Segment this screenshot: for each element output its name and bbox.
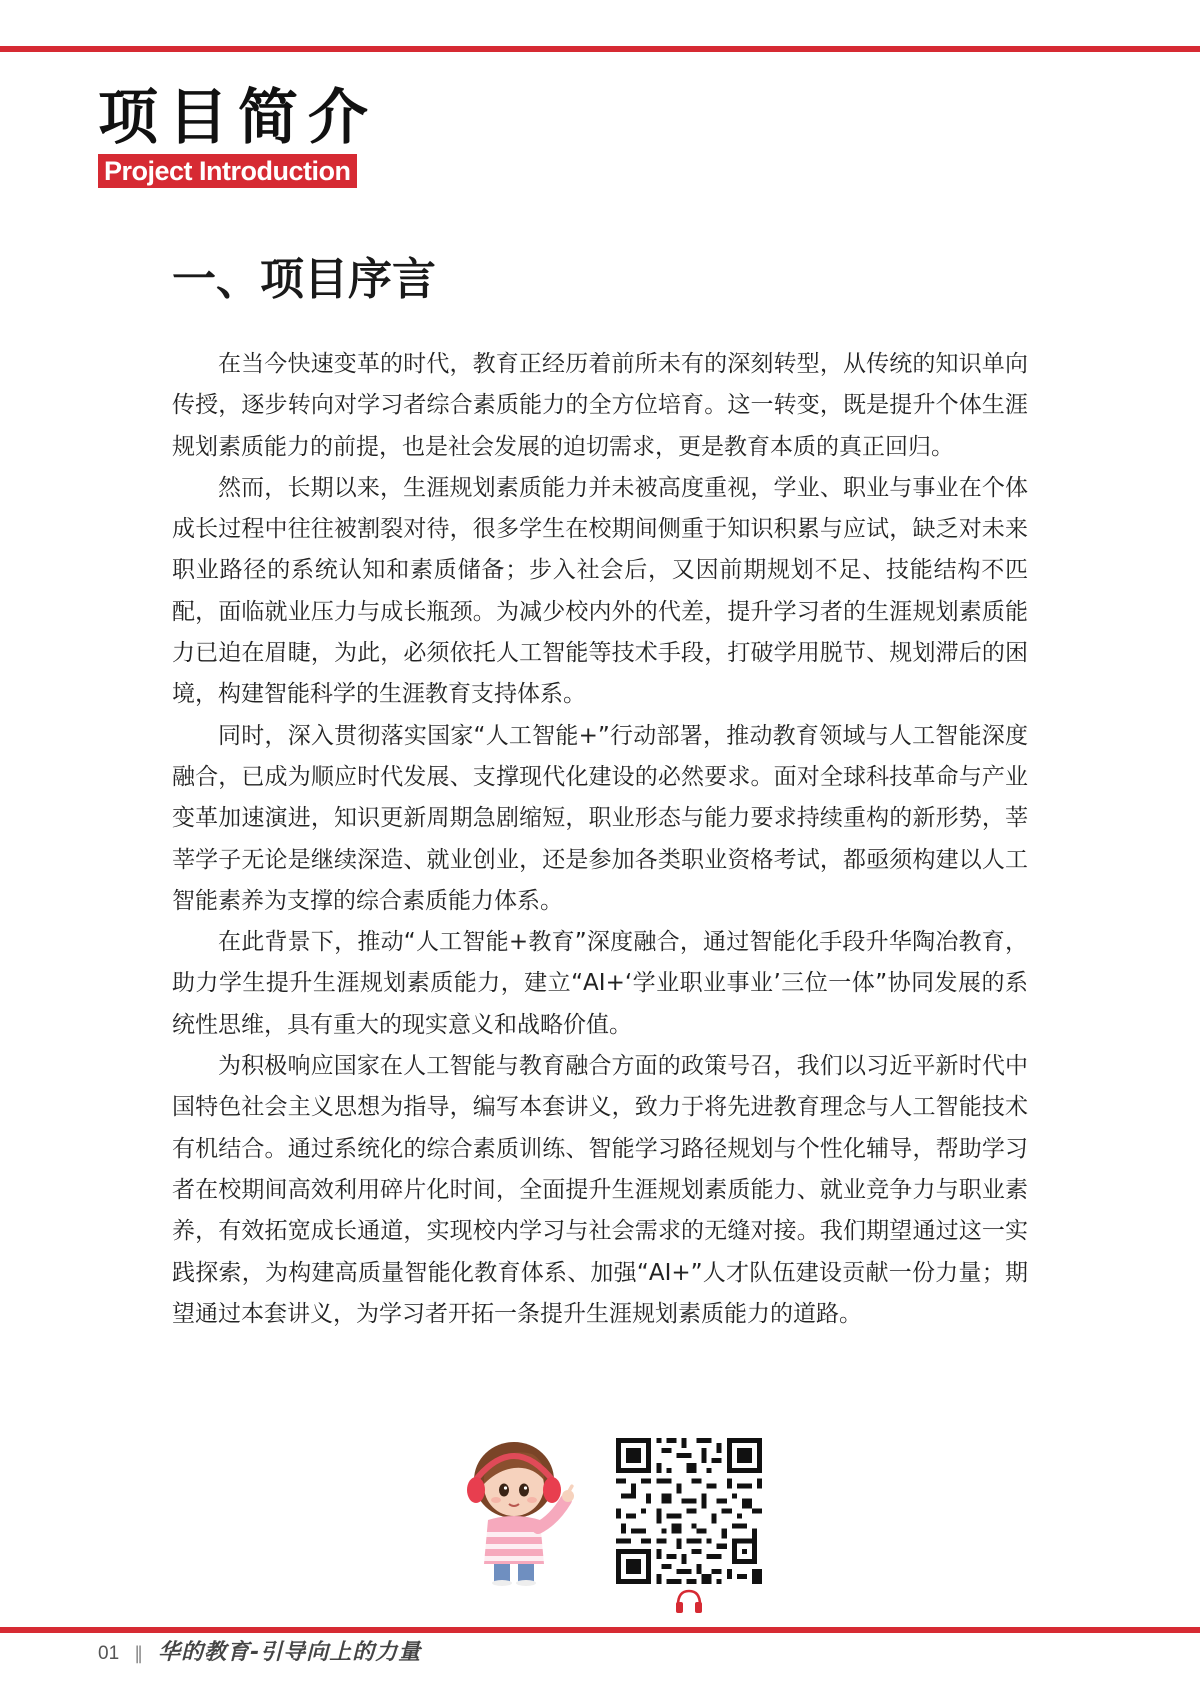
body-text	[172, 344, 1028, 1335]
footer-slogan: 华的教育-引导向上的力量	[158, 1640, 422, 1665]
top-red-rule	[0, 46, 1200, 52]
bottom-red-rule	[0, 1627, 1200, 1633]
qr-code[interactable]	[616, 1438, 762, 1584]
girl-mascot-illustration	[462, 1436, 582, 1586]
paragraph: 同时，深入贯彻落实国家“人工智能+”行动部署，推动教育领域与人工智能深度融合，已成为顺应时代发展、支撑现代化建设的必然要求。面对全球科技革命与产业变革加速演进，知识更新周期急剧缩短，职业形态与能力要求持续重构的新形势，莘莘学子无论是继续深造、就业创业，还是参加各类职业资格考试，都亟须构建以人工智能素养为支撑的综合素质能力体系。	[172, 722, 1028, 914]
paragraph: 在此背景下，推动“人工智能+教育”深度融合，通过智能化手段升华陶冶教育，助力学生提升生涯规划素质能力，建立“AI+‘学业职业事业’三位一体”协同发展的系统性思维，具有重大的现实意义和战略价值。	[172, 929, 1028, 1038]
paragraph: 在当今快速变革的时代，教育正经历着前所未有的深刻转型，从传统的知识单向传授，逐步转向对学习者综合素质能力的全方位培育。这一转变，既是提升个体生涯规划素质能力的前提，也是社会发展的迫切需求，更是教育本质的真正回归。	[172, 351, 1028, 460]
page-header	[98, 83, 378, 188]
page-footer	[98, 1638, 421, 1669]
section-heading: 一、项目序言	[172, 254, 436, 305]
figure-row	[462, 1436, 782, 1596]
paragraph: 然而，长期以来，生涯规划素质能力并未被高度重视，学业、职业与事业在个体成长过程中往往被割裂对待，很多学生在校期间侧重于知识积累与应试，缺乏对未来职业路径的系统认知和素质储备；步入社会后，又因前期规划不足、技能结构不匹配，面临就业压力与成长瓶颈。为减少校内外的代差，提升学习者的生涯规划素质能力已迫在眉睫，为此，必须依托人工智能等技术手段，打破学用脱节、规划滞后的困境，构建智能科学的生涯教育支持体系。	[172, 474, 1028, 708]
page-number: 01	[98, 1643, 120, 1664]
headphones-icon	[675, 1588, 703, 1614]
page-subtitle-en: Project Introduction	[98, 154, 357, 188]
footer-separator: ‖	[134, 1643, 144, 1664]
paragraph: 为积极响应国家在人工智能与教育融合方面的政策号召，我们以习近平新时代中国特色社会主义思想为指导，编写本套讲义，致力于将先进教育理念与人工智能技术有机结合。通过系统化的综合素质训练、智能学习路径规划与个性化辅导，帮助学习者在校期间高效利用碎片化时间，全面提升生涯规划素质能力、就业竞争力与职业素养，有效拓宽成长通道，实现校内学习与社会需求的无缝对接。我们期望通过这一实践探索，为构建高质量智能化教育体系、加强“AI+”人才队伍建设贡献一份力量；期望通过本套讲义，为学习者开拓一条提升生涯规划素质能力的道路。	[172, 1053, 1028, 1327]
page-title: 项目简介	[98, 83, 378, 153]
